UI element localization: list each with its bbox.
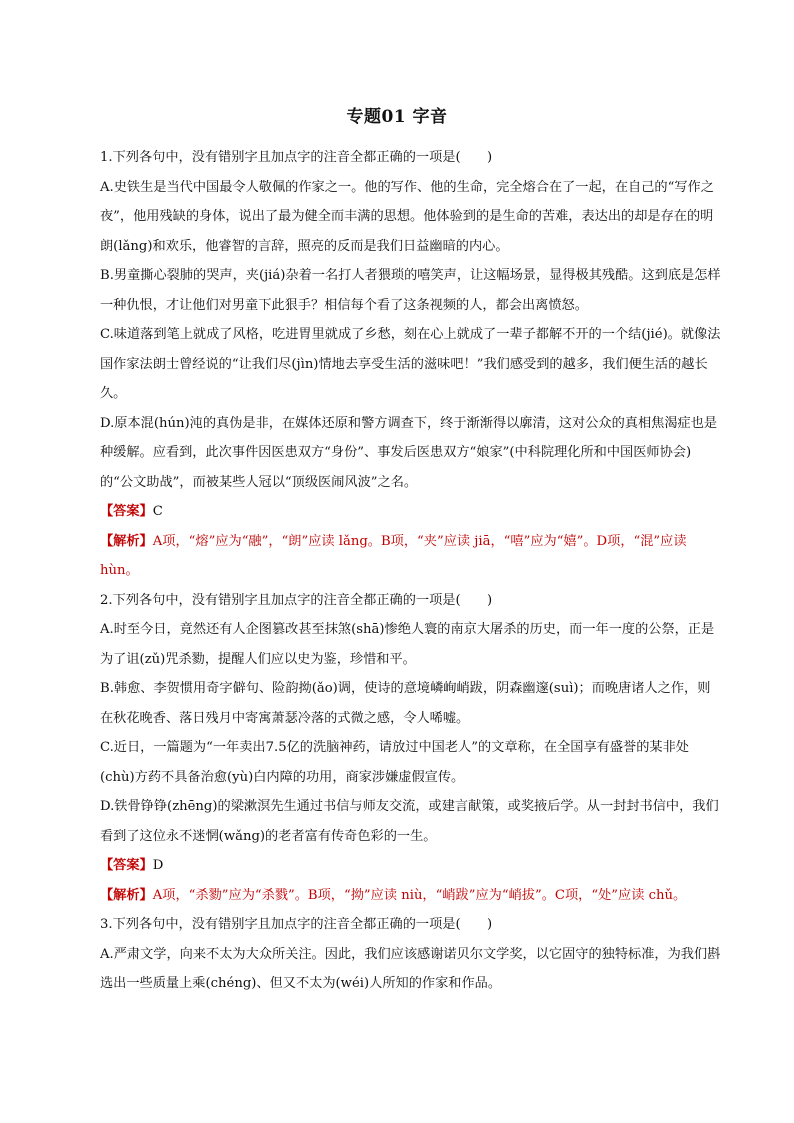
option-c: C.味道落到笔上就成了风格，吃进胃里就成了乡愁，刻在心上就成了一辈子都解不开的一个结(jié)。就像法国作家法朗士曾经说的“让我们尽(jìn)情地去享受生活的滋味吧！”我们感受到的越多，我们便生活的越长久。 xyxy=(100,327,721,401)
question-3 xyxy=(100,910,722,999)
question-stem: 3.下列各句中，没有错别字且加点字的注音全都正确的一项是( ) xyxy=(100,917,493,932)
analysis-label: 【解析】 xyxy=(100,887,153,903)
page-title: 专题01 字音 xyxy=(346,107,448,127)
question-stem: 2.下列各句中，没有错别字且加点字的注音全都正确的一项是( ) xyxy=(100,592,493,608)
answer-label: 【答案】 xyxy=(100,504,153,519)
option-d: D.铁骨铮铮(zhēng)的梁漱溟先生通过书信与师友交流，或建言献策，或奖掖后学。从一封封书信中，我们看到了这位永不迷惘(wǎng)的老者富有传奇色彩的一生。 xyxy=(100,799,719,844)
analysis-text: A项，“杀勠”应为“杀戮”。B项，“拗”应读 niù，“峭跋”应为“峭拔”。C项，“处”应读 chǔ。 xyxy=(152,887,687,903)
option-c: C.近日，一篇题为“一年卖出7.5亿的洗脑神药，请放过中国老人”的文章称，在全国享有盛誉的某非处(chù)方药不具备治愈(yù)白内障的功用，商家涉嫌虚假宣传。 xyxy=(100,740,689,785)
document-body xyxy=(100,143,722,999)
question-2 xyxy=(100,586,722,911)
analysis-line xyxy=(100,527,722,586)
answer-line xyxy=(100,497,722,527)
option-b: B.男童撕心裂肺的哭声，夹(jiá)杂着一名打人者猥琐的嘻笑声，让这幅场景，显得极其残酷。这到底是怎样一种仇恨，才让他们对男童下此狠手？相信每个看了这条视频的人，都会出离愤怒。 xyxy=(100,268,721,313)
answer-value: C xyxy=(152,504,163,519)
option-a: A.严肃文学，向来不太为大众所关注。因此，我们应该感谢诺贝尔文学奖，以它固守的独特标准，为我们斟选出一些质量上乘(chéng)、但又不太为(wéi)人所知的作家和作品。 xyxy=(100,946,721,991)
analysis-text: A项，“熔”应为“融”，“朗”应读 lǎng。B项，“夹”应读 jiā，“嘻”应为“嬉”。D项，“混”应读 hùn。 xyxy=(100,533,687,578)
option-b: B.韩愈、李贺惯用奇字僻句、险韵拗(ǎo)调，使诗的意境嶙峋峭跋，阴森幽邃(suì)；而晚唐诸人之作，则在秋花晚香、落日残月中寄寓萧瑟冷落的式微之感，令人唏嘘。 xyxy=(100,681,711,726)
question-1 xyxy=(100,143,722,586)
analysis-label: 【解析】 xyxy=(100,533,153,549)
answer-line xyxy=(100,851,722,881)
question-stem: 1.下列各句中，没有错别字且加点字的注音全都正确的一项是( ) xyxy=(100,150,493,165)
answer-value: D xyxy=(152,858,164,873)
option-d: D.原本混(hún)沌的真伪是非，在媒体还原和警方调查下，终于渐渐得以廓清，这对公众的真相焦渴症也是种缓解。应看到，此次事件因医患双方“身份”、事发后医患双方“娘家”(中科院理化所和中国医师协会)的“公文助战”，而被某些人冠以“顶级医闹风波”之名。 xyxy=(100,415,718,490)
option-a: A.史铁生是当代中国最令人敬佩的作家之一。他的写作、他的生命，完全熔合在了一起，在自己的“写作之夜”，他用残缺的身体，说出了最为健全而丰满的思想。他体验到的是生命的苦难，表达出的却是存在的明朗(lǎng)和欢乐，他睿智的言辞，照亮的反而是我们日益幽暗的内心。 xyxy=(100,179,714,254)
analysis-line xyxy=(100,881,722,911)
answer-label: 【答案】 xyxy=(100,858,153,873)
option-a: A.时至今日，竟然还有人企图篡改甚至抹煞(shā)惨绝人寰的南京大屠杀的历史，而一年一度的公祭，正是为了诅(zǔ)咒杀勠，提醒人们应以史为鉴，珍惜和平。 xyxy=(100,622,715,667)
